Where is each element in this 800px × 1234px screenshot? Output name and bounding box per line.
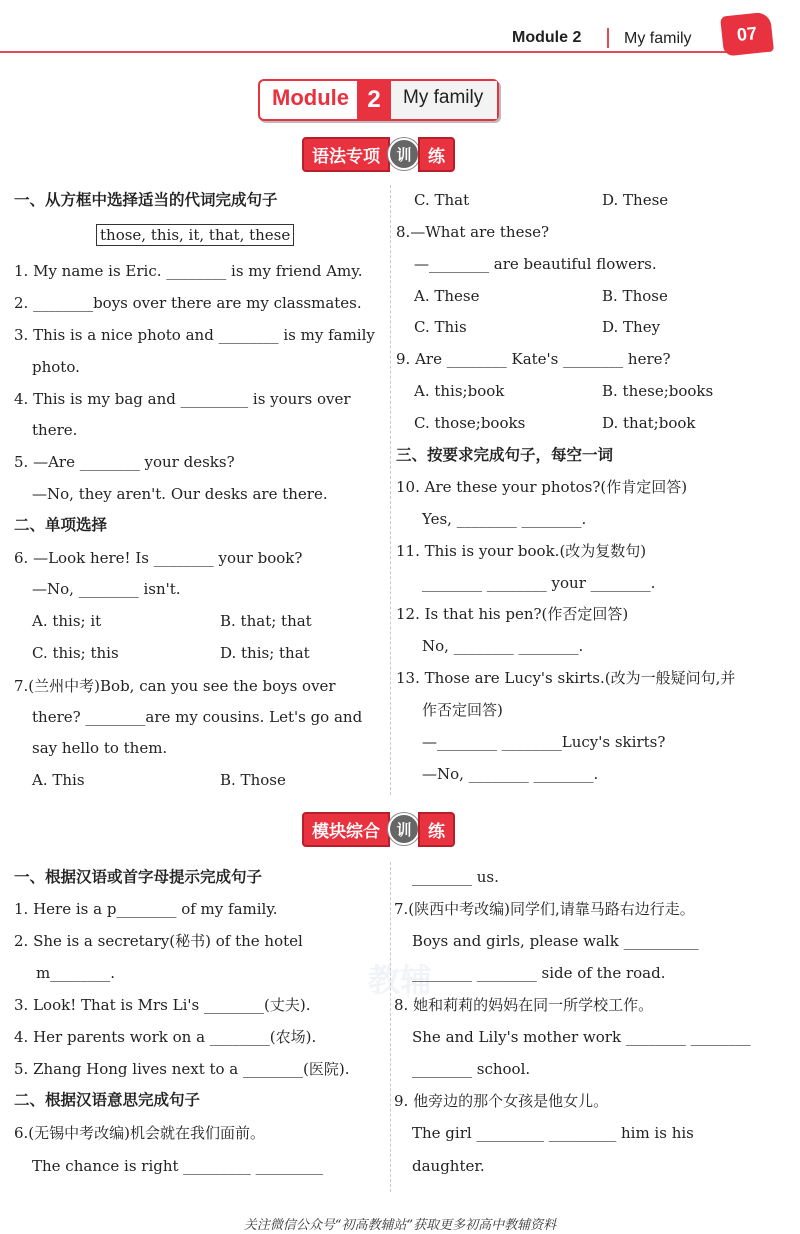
header-separator <box>607 28 609 48</box>
column-divider <box>390 185 391 795</box>
question-line: 13. Those are Lucy's skirts.(改为一般疑问句,并 <box>396 669 736 687</box>
page-number-badge: 07 <box>720 11 774 56</box>
option-b: B. these;books <box>602 382 714 400</box>
question-line: —No, ________ ________. <box>422 765 599 783</box>
question-line: Yes, ________ ________. <box>422 510 587 528</box>
part-heading: 一、从方框中选择适当的代词完成句子 <box>14 191 278 209</box>
question-line: there. <box>32 421 78 439</box>
question-line: ________ us. <box>412 868 499 886</box>
question-line: 作否定回答) <box>422 701 503 719</box>
question-line: photo. <box>32 358 80 376</box>
question-line: there? ________are my cousins. Let's go and <box>32 708 363 726</box>
section-banner-grammar <box>302 138 455 170</box>
question-line: 6. —Look here! Is ________ your book? <box>14 549 303 567</box>
header-rule <box>0 51 730 53</box>
question-line: The chance is right _________ _________ <box>32 1157 324 1175</box>
question-line: ________ ________ your ________. <box>422 574 656 592</box>
part-heading: 二、单项选择 <box>14 516 108 534</box>
option-d: D. They <box>602 318 661 336</box>
question-line: No, ________ ________. <box>422 637 584 655</box>
header-topic: My family <box>624 30 692 47</box>
part-heading: 二、根据汉语意思完成句子 <box>14 1091 201 1109</box>
question-line: 5. Zhang Hong lives next to a ________(医院). <box>14 1060 350 1078</box>
module-title-word: Module <box>272 85 349 110</box>
option-d: D. this; that <box>220 644 310 662</box>
option-c: C. this; this <box>32 644 119 662</box>
page-footer: 关注微信公众号“初高教辅站”获取更多初高中教辅资料 <box>243 1218 557 1233</box>
question-line: —________ ________Lucy's skirts? <box>422 733 666 751</box>
part-heading: 一、根据汉语或首字母提示完成句子 <box>14 868 263 886</box>
option-b: B. Those <box>220 771 286 789</box>
question-line: 7.(陕西中考改编)同学们,请靠马路右边行走。 <box>394 900 695 918</box>
question-line: 2. ________boys over there are my classmates. <box>14 294 362 312</box>
question-line: 11. This is your book.(改为复数句) <box>396 542 647 560</box>
watermark: 教辅 <box>367 961 432 999</box>
question-line: 9. 他旁边的那个女孩是他女儿。 <box>394 1092 609 1110</box>
question-line: 3. This is a nice photo and ________ is my family <box>14 326 375 344</box>
option-c: C. That <box>414 191 470 209</box>
option-a: A. These <box>414 287 480 305</box>
question-line: The girl _________ _________ him is his <box>412 1124 694 1142</box>
question-line: —No, ________ isn't. <box>32 580 181 598</box>
option-c: C. This <box>414 318 467 336</box>
banner-label: 语法专项 <box>302 137 390 172</box>
question-line: m________. <box>36 964 115 982</box>
page-header <box>0 0 800 60</box>
option-a: A. this;book <box>414 382 505 400</box>
question-line: 6.(无锡中考改编)机会就在我们面前。 <box>14 1124 266 1142</box>
question-line: 8.—What are these? <box>396 223 550 241</box>
option-c: C. those;books <box>414 414 526 432</box>
question-line: ________ school. <box>412 1060 531 1078</box>
question-line: 4. Her parents work on a ________(农场). <box>14 1028 317 1046</box>
question-line: 9. Are ________ Kate's ________ here? <box>396 350 671 368</box>
section-banner-review <box>302 813 455 845</box>
question-line: 8. 她和莉莉的妈妈在同一所学校工作。 <box>394 996 654 1014</box>
option-a: A. this; it <box>32 612 102 630</box>
question-line: 1. Here is a p________ of my family. <box>14 900 278 918</box>
banner-circle: 训 <box>388 138 420 170</box>
part-heading: 三、按要求完成句子，每空一词 <box>396 446 614 464</box>
banner-tail: 练 <box>418 812 455 847</box>
question-line: She and Lily's mother work ________ ________ <box>412 1028 751 1046</box>
question-line: 1. My name is Eric. ________ is my friend Amy. <box>14 262 363 280</box>
option-d: D. that;book <box>602 414 696 432</box>
column-divider <box>390 862 391 1192</box>
module-title-topic: My family <box>391 81 497 119</box>
option-b: B. that; that <box>220 612 312 630</box>
question-line: Boys and girls, please walk __________ <box>412 932 699 950</box>
question-line: 5. —Are ________ your desks? <box>14 453 235 471</box>
question-line: ________ ________ side of the road. <box>412 964 666 982</box>
question-line: daughter. <box>412 1157 485 1175</box>
option-a: A. This <box>32 771 85 789</box>
option-b: B. Those <box>602 287 668 305</box>
module-title <box>258 79 499 121</box>
banner-tail: 练 <box>418 137 455 172</box>
module-title-number: 2 <box>357 81 391 119</box>
question-line: 7.(兰州中考)Bob, can you see the boys over <box>14 677 336 695</box>
option-d: D. These <box>602 191 669 209</box>
banner-circle: 训 <box>388 813 420 845</box>
banner-label: 模块综合 <box>302 812 390 847</box>
question-line: —________ are beautiful flowers. <box>414 255 657 273</box>
word-box: those, this, it, that, these <box>96 224 294 246</box>
question-line: 3. Look! That is Mrs Li's ________(丈夫). <box>14 996 311 1014</box>
question-line: 4. This is my bag and _________ is yours over <box>14 390 351 408</box>
question-line: 10. Are these your photos?(作肯定回答) <box>396 478 688 496</box>
header-module: Module 2 <box>512 29 582 46</box>
question-line: 12. Is that his pen?(作否定回答) <box>396 605 629 623</box>
question-line: —No, they aren't. Our desks are there. <box>32 485 328 503</box>
question-line: 2. She is a secretary(秘书) of the hotel <box>14 932 303 950</box>
question-line: say hello to them. <box>32 739 168 757</box>
